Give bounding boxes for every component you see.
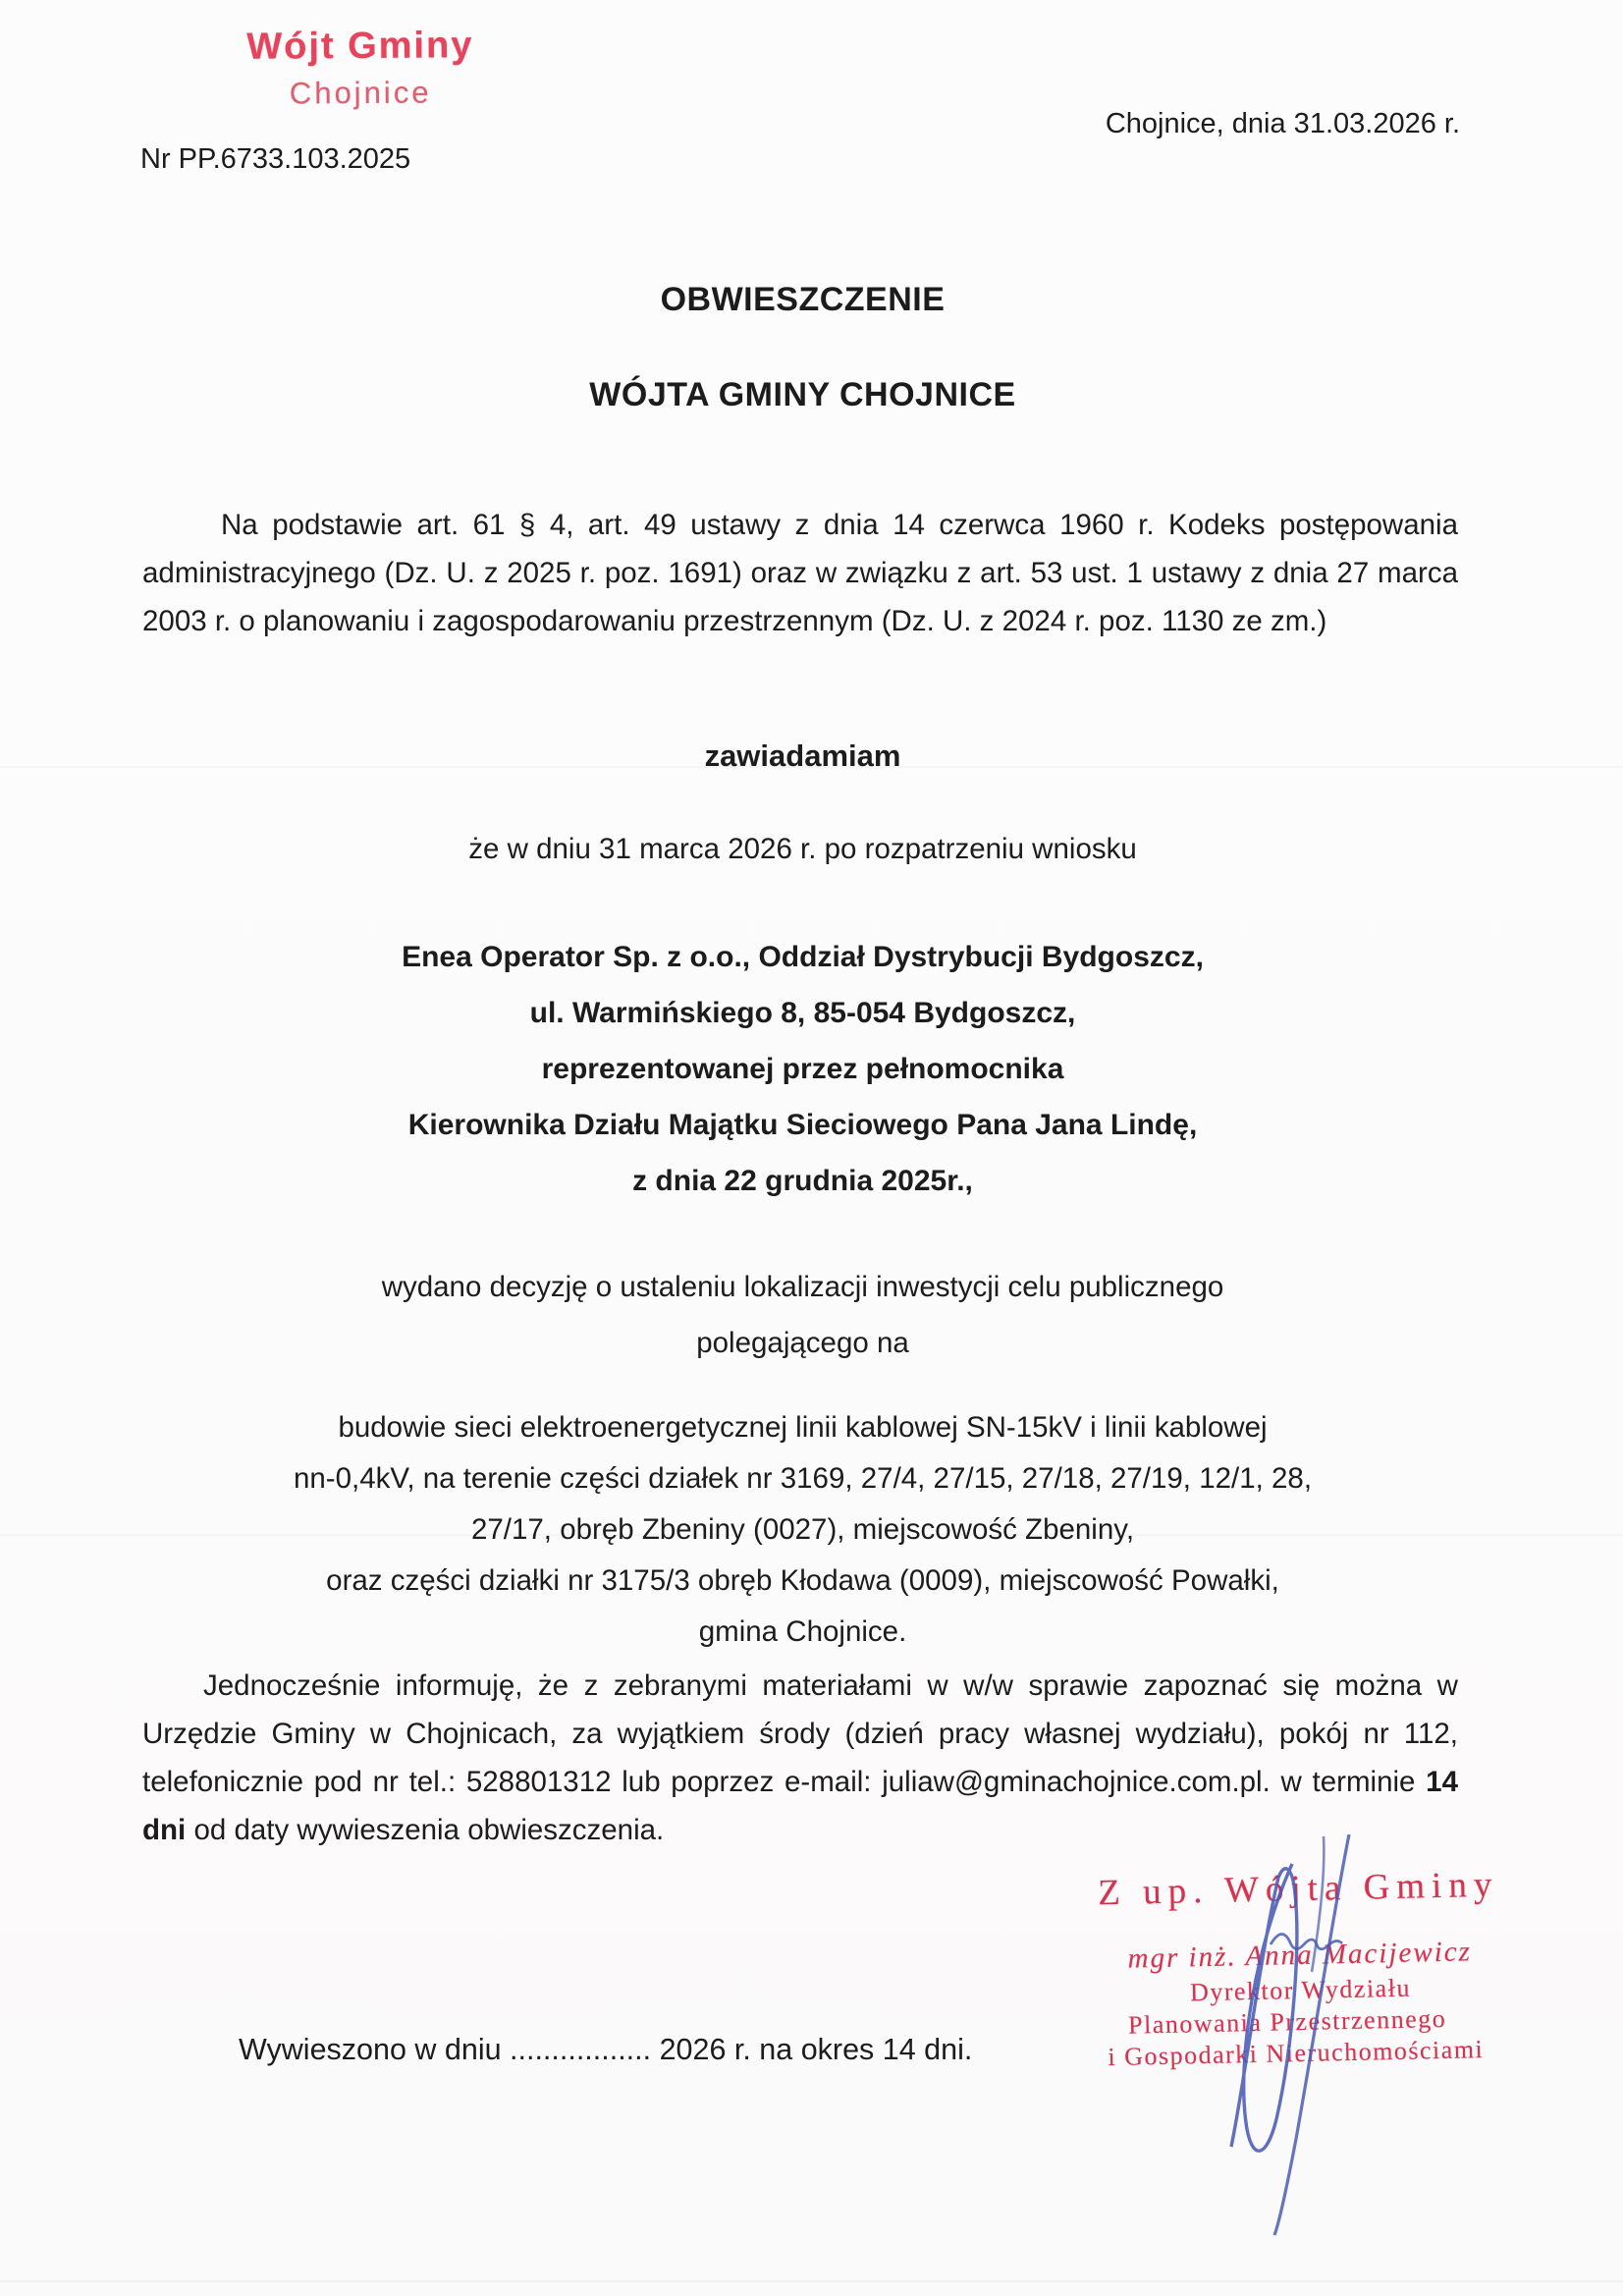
investment-line: gmina Chojnice. [698, 1615, 907, 1648]
applicant-block [142, 929, 1463, 1209]
decision-line: polegającego na [696, 1327, 909, 1359]
applicant-line: Enea Operator Sp. z o.o., Oddział Dystrybucji Bydgoszcz, [402, 941, 1204, 973]
investment-line: oraz części działki nr 3175/3 obręb Kłodawa (0009), miejscowość Powałki, [326, 1564, 1279, 1597]
document-title: OBWIESZCZENIE [660, 281, 946, 318]
notify-heading: zawiadamiam [704, 738, 901, 773]
office-stamp-line2: Chojnice [289, 75, 432, 111]
applicant-line: Kierownika Działu Majątku Sieciowego Pana Jana Lindę, [407, 1109, 1198, 1141]
signature-stamp [1082, 1863, 1518, 2072]
applicant-line: z dnia 22 grudnia 2025r., [632, 1165, 973, 1197]
signature-stamp-name: mgr inż. Anna Macijewicz [1127, 1936, 1473, 1975]
signature-stamp-title2: Planowania Przestrzennego [1127, 2003, 1447, 2040]
info-paragraph [142, 1662, 1458, 1854]
investment-block [142, 1402, 1463, 1658]
case-number: Nr PP.6733.103.2025 [140, 143, 411, 175]
document-subtitle: WÓJTA GMINY CHOJNICE [589, 376, 1016, 413]
signature-stamp-authority: Z up. Wójta Gminy [1097, 1864, 1499, 1914]
info-text-bold: 14 dni [142, 1766, 1458, 1846]
signature-stamp-title3: i Gospodarki Nieruchomościami [1108, 2035, 1485, 2072]
info-text-start: Jednocześnie informuję, że z zebranymi materiałami w w/w sprawie zapoznać się można w Urzędzie Gminy w Chojnicach, za wyjątkiem środy (dzień pracy własnej wydziału), pokój nr 112, telefonicznie pod nr tel.: 528801312 lub poprzez e-mail: juliaw@gminachojnice.com.pl. w terminie [142, 1669, 1458, 1798]
place-date: Chojnice, dnia 31.03.2026 r. [1105, 108, 1460, 139]
decision-line: wydano decyzję o ustaleniu lokalizacji inwestycji celu publicznego [381, 1271, 1224, 1303]
investment-line: nn-0,4kV, na terenie części działek nr 3169, 27/4, 27/15, 27/18, 27/19, 12/1, 28, [293, 1462, 1313, 1495]
office-stamp-line1: Wójt Gminy [246, 25, 474, 68]
office-stamp [184, 25, 538, 113]
decision-block [142, 1259, 1463, 1371]
scan-edge-artifact [0, 2280, 1623, 2282]
investment-line: 27/17, obręb Zbeniny (0027), miejscowość Zbeniny, [470, 1513, 1135, 1546]
info-text-end: od daty wywieszenia obwieszczenia. [186, 1814, 665, 1846]
legal-basis-paragraph: Na podstawie art. 61 § 4, art. 49 ustawy z dnia 14 czerwca 1960 r. Kodeks postępowania administracyjnego (Dz. U. z 2025 r. poz. 1691) oraz w związku z art. 53 ust. 1 ustawy z dnia 27 marca 2003 r. o planowaniu i zagospodarowaniu przestrzennym (Dz. U. z 2024 r. poz. 1130 ze zm.) [142, 509, 1458, 637]
intro-line: że w dniu 31 marca 2026 r. po rozpatrzeniu wniosku [468, 833, 1137, 865]
applicant-line: ul. Warmińskiego 8, 85-054 Bydgoszcz, [529, 997, 1076, 1029]
applicant-line: reprezentowanej przez pełnomocnika [541, 1053, 1064, 1085]
posted-date-line: Wywieszono w dniu ................. 2026 r. na okres 14 dni. [239, 2033, 973, 2066]
signature-stamp-title1: Dyrektor Wydziału [1189, 1973, 1412, 2007]
investment-line: budowie sieci elektroenergetycznej linii kablowej SN-15kV i linii kablowej [338, 1411, 1268, 1444]
